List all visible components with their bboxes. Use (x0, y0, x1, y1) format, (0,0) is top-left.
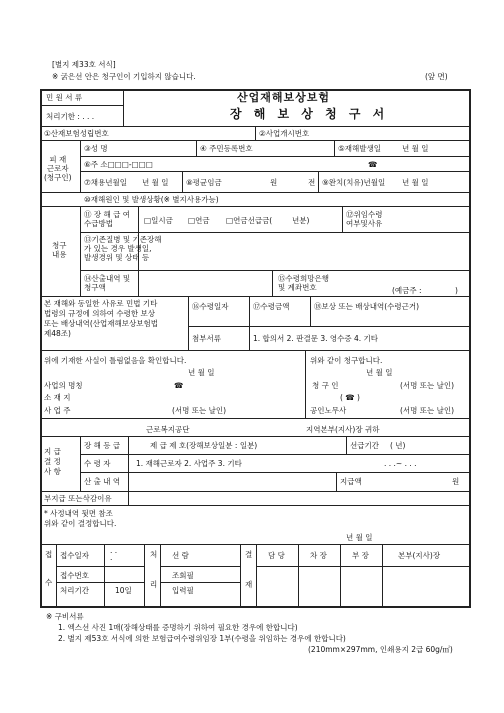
processing-deadline: 처리기한 : . . . (46, 112, 95, 121)
claimant-label: 청 구 인 (312, 381, 339, 390)
decision-section-label: 지 급 결 정 사 항 (44, 447, 61, 476)
decision-note: * 사정내역 뒷면 참조 위와 같이 결정합니다. (44, 509, 117, 528)
calculation-label: 산 출 내 역 (84, 477, 121, 486)
received-amount-header: ⑰수령금액 (253, 302, 290, 311)
attorney-sign: (서명 또는 날인) (400, 406, 455, 415)
cure-date-value: 년 월 일 (402, 178, 429, 187)
receiver-label: 수 령 자 (84, 459, 111, 468)
bank-account-label: ⑮수령희망은행 및 계좌번호 (278, 274, 329, 292)
confirm-statement: 위에 기재한 사실이 틀림없음을 확인합니다. (44, 356, 187, 365)
input-done-label: 입력필 (172, 586, 194, 595)
required-doc-2: 2. 별지 제53호 서식에 의한 보험급여수령위임장 1부(수령을 위임하는 경우에 한합니다) (58, 634, 346, 643)
account-holder-label: (예금주 : (392, 286, 422, 295)
processing-time-value: 10일 (115, 586, 132, 595)
compensation-details-header: ⑱보상 또는 배상내역(수령근거) (314, 302, 420, 311)
option-lump-sum[interactable]: □일시금 (144, 216, 173, 225)
option-advance-pension[interactable]: □연금선급금( (226, 216, 273, 225)
receipt-col-label: 접 (45, 550, 53, 559)
business-phone-icon: ☎ (174, 381, 184, 390)
approve-col-label-2: 재 (245, 580, 253, 589)
process-col-label: 처 (150, 550, 158, 559)
staff-header: 담 당 (268, 551, 285, 560)
claim-date: 년 월 일 (366, 368, 393, 377)
title-sub: 장 해 보 상 청 구 서 (230, 107, 389, 121)
inquiry-done-label: 조회필 (172, 571, 194, 580)
nonpayment-reason-label: 부지급 또는삭감이유 (44, 494, 112, 503)
amount-unit: 원 (452, 477, 460, 486)
rrn-label: ④ 주민등록번호 (200, 144, 253, 153)
head-header: 본부(지사)장 (398, 551, 441, 560)
payment-method-label: ⑪ 장 해 급 여 수급방법 (84, 210, 131, 228)
owner-label: 사 업 주 (44, 406, 71, 415)
processing-time-label: 처리기간 (60, 586, 89, 595)
title-main: 산업재해보상보험 (237, 91, 331, 104)
business-number-label: ②사업개시번호 (259, 129, 310, 138)
page-side: (앞 면) (425, 72, 448, 81)
review-label: 선 람 (172, 551, 189, 560)
approve-col-label: 결 (245, 550, 253, 559)
avg-wage-unit: 원 (270, 178, 278, 187)
accident-date-label: ⑤재해발생일 (338, 144, 381, 153)
chief-header: 부 장 (352, 551, 369, 560)
decision-date: 년 월 일 (346, 533, 373, 542)
location-label: 소 재 지 (44, 393, 71, 402)
name-label: ③성 명 (84, 144, 108, 153)
period-dates: . . .~ . . . (384, 459, 417, 468)
form-number: [별지 제33호 서식] (52, 60, 116, 69)
required-docs-title: ※ 구비서류 (46, 612, 84, 621)
claimant-phone: ( ☎ ) (340, 393, 360, 402)
prepay-value: ( 년) (390, 441, 406, 450)
hire-date-value: 년 월 일 (142, 178, 169, 187)
receipt-date-value: . . . (110, 546, 118, 562)
consent-label: ⑫위임수령 여부및사유 (346, 210, 383, 228)
required-doc-1: 1. 엑스선 사진 1매(장해상태를 증명하기 위하여 필요한 경우에 한합니다) (58, 623, 298, 632)
hire-date-label: ⑦채용년월일 (84, 178, 127, 187)
receipt-col-label-2: 수 (45, 578, 53, 587)
cure-date-label: ⑨완치(치유)년월일 (322, 178, 386, 187)
receipt-number-label: 접수번호 (60, 571, 89, 580)
accident-date-value: 년 월 일 (402, 144, 429, 153)
prepay-label: 선급기간 (350, 441, 379, 450)
receiver-options: 1. 재해근로자 2. 사업주 3. 기타 (136, 459, 242, 468)
account-holder-end: ) (455, 286, 458, 295)
received-date-header: ⑯수령일자 (192, 302, 229, 311)
process-col-label-2: 리 (150, 580, 158, 589)
owner-sign: (서명 또는 날인) (172, 406, 227, 415)
insurance-number-label: ①산재보험성립번호 (44, 129, 109, 138)
business-name-label: 사업의 명칭 (44, 381, 83, 390)
confirm-date: 년 월 일 (188, 368, 215, 377)
addressee-org: 근로복지공단 (146, 425, 190, 434)
civil-doc-label: 민 원 서 류 (46, 93, 83, 102)
address-label: ⑥주 소□□□-□□□ (84, 160, 153, 169)
existing-condition-label: ⑬기존질병 및 기존장해 가 있는 경우 발생일, 발생경위 및 상태 등 (84, 235, 162, 262)
claim-section-label: 청구 내용 (52, 241, 67, 259)
amount-label: 지급액 (340, 477, 362, 486)
cause-label: ⑩재해원인 및 발생상황(※ 별지사용가능) (84, 195, 219, 204)
option-pension[interactable]: □연금 (188, 216, 210, 225)
civil-comp-desc: 본 재해와 동일한 사유로 민법 기타 법령의 규정에 의하여 수령한 보상 또는 배상내역(산업재해보상보험법 제48조) (44, 299, 158, 338)
labor-attorney-label: 공인노무사 (310, 406, 347, 415)
avg-wage-unit2: 전 (308, 178, 316, 187)
claim-statement: 위와 같이 청구합니다. (310, 356, 383, 365)
grade-value: 제 급 제 호(장해보상일분 : 일분) (150, 441, 258, 450)
header-note: ※ 굵은선 안은 청구인이 기입하지 않습니다. (52, 72, 196, 81)
settlement-label: ⑭산출내역 및 청구액 (84, 274, 131, 292)
attachments-label: 첨부서류 (192, 334, 221, 343)
option-advance-years: 년분) (292, 216, 310, 225)
claimant-sign: (서명 또는 날인) (400, 381, 455, 390)
grade-label: 장 해 등 급 (84, 441, 121, 450)
avg-wage-label: ⑧평균임금 (186, 178, 222, 187)
phone-icon: ☎ (368, 160, 378, 169)
worker-section-label: 피 재 근로자 (청구인) (44, 155, 72, 182)
addressee-title: 지역본부(지사)장 귀하 (306, 425, 380, 434)
receipt-date-label: 접수일자 (60, 551, 89, 560)
deputy-header: 차 장 (310, 551, 327, 560)
attachments-list: 1. 합의서 2. 판결문 3. 영수증 4. 기타 (253, 334, 379, 343)
paper-spec: (210mm×297mm, 인쇄용지 2급 60g/㎡) (308, 645, 453, 654)
